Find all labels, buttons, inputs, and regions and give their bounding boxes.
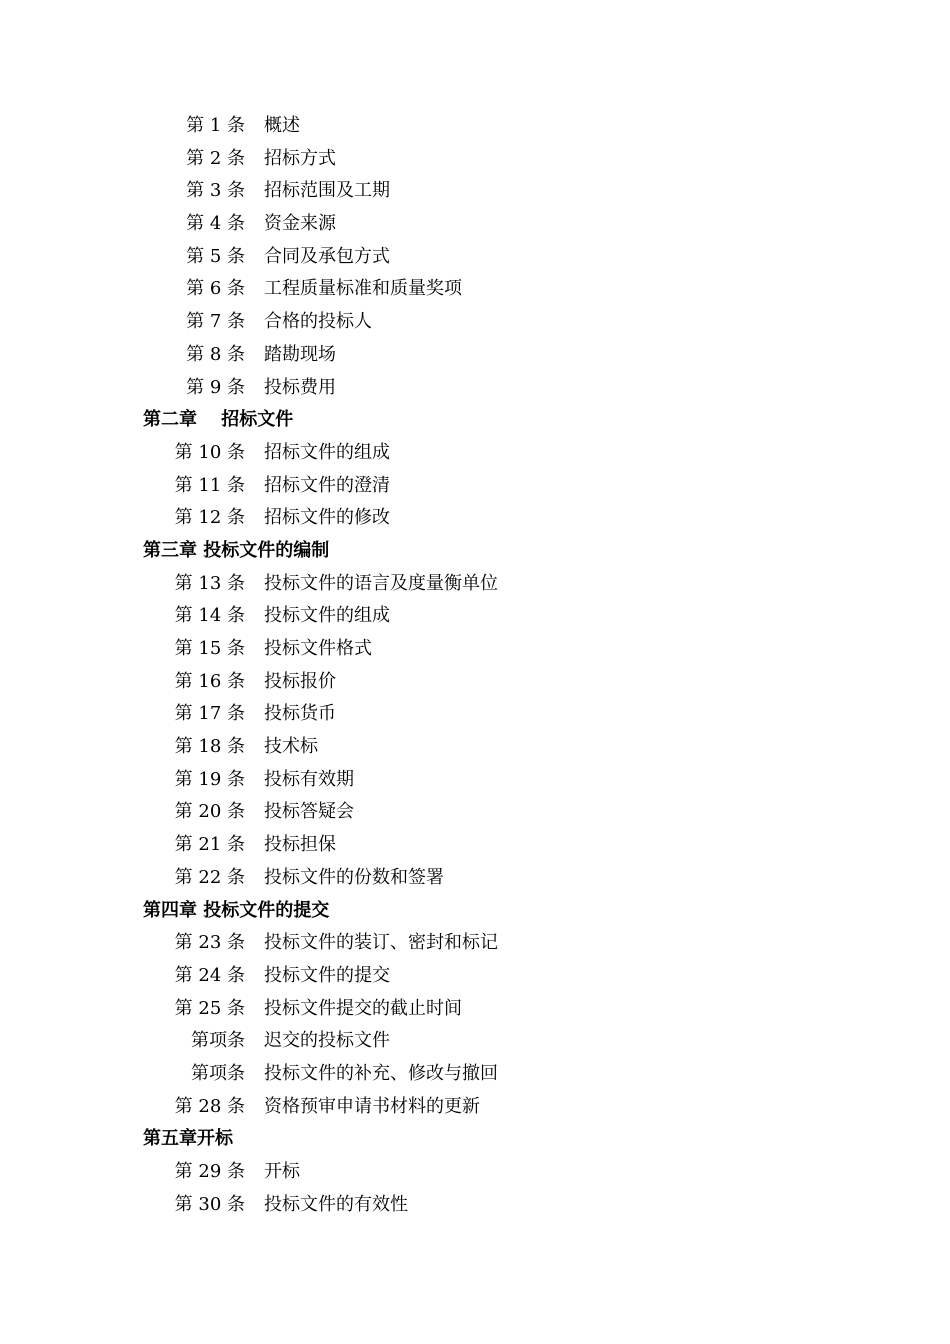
article-number: 第 8 条 bbox=[186, 343, 245, 365]
toc-article-entry bbox=[0, 698, 950, 731]
article-number: 第 2 条 bbox=[186, 147, 245, 169]
chapter-heading bbox=[0, 404, 950, 437]
article-number: 第 25 条 bbox=[174, 997, 245, 1019]
article-title: 招标文件的澄清 bbox=[264, 474, 390, 496]
toc-article-entry bbox=[0, 143, 950, 176]
chapter-title: 第四章 投标文件的提交 bbox=[143, 899, 330, 921]
chapter-heading bbox=[0, 895, 950, 928]
article-number: 第 1 条 bbox=[186, 115, 245, 136]
toc-article-entry bbox=[0, 306, 950, 339]
toc-article-entry bbox=[0, 633, 950, 666]
chapter-title: 第三章 投标文件的编制 bbox=[143, 539, 330, 561]
toc-article-entry bbox=[0, 731, 950, 764]
toc-article-entry bbox=[0, 1156, 950, 1189]
article-title: 投标文件提交的截止时间 bbox=[264, 997, 462, 1019]
chapter-title: 第二章 招标文件 bbox=[143, 409, 294, 431]
article-number: 第 15 条 bbox=[174, 638, 245, 659]
article-number: 第项条 bbox=[191, 1030, 245, 1052]
article-number: 第 10 条 bbox=[174, 441, 245, 463]
article-title: 投标文件的有效性 bbox=[264, 1193, 408, 1215]
article-title: 招标文件的组成 bbox=[264, 441, 390, 463]
article-number: 第 22 条 bbox=[174, 866, 245, 888]
article-number: 第 12 条 bbox=[174, 507, 245, 529]
toc-article-entry bbox=[0, 1091, 950, 1124]
article-number: 第 9 条 bbox=[186, 376, 245, 398]
article-number: 第 30 条 bbox=[174, 1193, 245, 1215]
article-title: 投标文件的份数和签署 bbox=[264, 866, 444, 888]
article-number: 第 19 条 bbox=[174, 768, 245, 790]
article-number: 第 28 条 bbox=[174, 1095, 245, 1117]
article-number: 第 7 条 bbox=[186, 311, 245, 333]
toc-article-entry bbox=[0, 437, 950, 470]
article-number: 第 23 条 bbox=[174, 932, 245, 954]
toc-article-entry bbox=[0, 502, 950, 535]
article-number: 第 11 条 bbox=[174, 474, 245, 496]
article-title: 迟交的投标文件 bbox=[264, 1030, 390, 1052]
article-title: 投标费用 bbox=[264, 376, 336, 398]
toc-article-entry bbox=[0, 960, 950, 993]
toc-article-entry bbox=[0, 1189, 950, 1222]
article-title: 投标货币 bbox=[264, 703, 336, 725]
article-title: 踏勘现场 bbox=[264, 343, 336, 365]
article-title: 工程质量标准和质量奖项 bbox=[264, 278, 462, 300]
toc-article-entry bbox=[0, 568, 950, 601]
article-title: 投标报价 bbox=[264, 670, 336, 692]
article-title: 资格预审申请书材料的更新 bbox=[264, 1095, 480, 1117]
article-title: 概述 bbox=[264, 115, 300, 136]
article-number: 第 5 条 bbox=[186, 245, 245, 267]
article-title: 投标有效期 bbox=[264, 768, 354, 790]
toc-article-entry bbox=[0, 862, 950, 895]
toc-article-entry bbox=[0, 273, 950, 306]
toc-article-entry bbox=[0, 927, 950, 960]
toc-article-entry bbox=[0, 110, 950, 143]
article-title: 投标文件的装订、密封和标记 bbox=[264, 932, 498, 954]
article-title: 招标范围及工期 bbox=[264, 180, 390, 202]
article-title: 招标方式 bbox=[264, 147, 336, 169]
article-title: 投标文件的语言及度量衡单位 bbox=[264, 572, 498, 594]
article-number: 第 24 条 bbox=[174, 964, 245, 986]
article-number: 第 6 条 bbox=[186, 278, 245, 300]
toc-article-entry bbox=[0, 241, 950, 274]
article-number: 第项条 bbox=[191, 1062, 245, 1084]
toc-article-entry bbox=[0, 600, 950, 633]
article-title: 投标担保 bbox=[264, 834, 336, 856]
toc-article-entry bbox=[0, 470, 950, 503]
article-title: 开标 bbox=[264, 1161, 300, 1182]
toc-article-entry bbox=[0, 1025, 950, 1058]
article-number: 第 29 条 bbox=[174, 1161, 245, 1182]
article-number: 第 16 条 bbox=[174, 670, 245, 692]
article-number: 第 13 条 bbox=[174, 572, 245, 594]
article-title: 技术标 bbox=[264, 736, 318, 758]
toc-article-entry bbox=[0, 175, 950, 208]
article-title: 合格的投标人 bbox=[264, 311, 372, 333]
table-of-contents bbox=[0, 110, 950, 1221]
article-title: 招标文件的修改 bbox=[264, 507, 390, 529]
article-title: 投标答疑会 bbox=[264, 801, 354, 823]
toc-article-entry bbox=[0, 993, 950, 1026]
chapter-heading bbox=[0, 535, 950, 568]
chapter-heading bbox=[0, 1123, 950, 1156]
toc-article-entry bbox=[0, 666, 950, 699]
article-number: 第 3 条 bbox=[186, 180, 245, 202]
article-number: 第 14 条 bbox=[174, 605, 245, 627]
toc-article-entry bbox=[0, 764, 950, 797]
chapter-title: 第五章开标 bbox=[143, 1128, 233, 1150]
article-title: 资金来源 bbox=[264, 213, 336, 235]
article-number: 第 18 条 bbox=[174, 736, 245, 758]
article-title: 投标文件的补充、修改与撤回 bbox=[264, 1062, 498, 1084]
toc-article-entry bbox=[0, 208, 950, 241]
toc-article-entry bbox=[0, 1058, 950, 1091]
article-title: 投标文件格式 bbox=[264, 638, 372, 659]
article-number: 第 17 条 bbox=[174, 703, 245, 725]
toc-article-entry bbox=[0, 372, 950, 405]
article-number: 第 20 条 bbox=[174, 801, 245, 823]
article-number: 第 21 条 bbox=[174, 834, 245, 856]
toc-article-entry bbox=[0, 796, 950, 829]
article-title: 投标文件的组成 bbox=[264, 605, 390, 627]
article-number: 第 4 条 bbox=[186, 213, 245, 235]
article-title: 投标文件的提交 bbox=[264, 964, 390, 986]
toc-article-entry bbox=[0, 339, 950, 372]
article-title: 合同及承包方式 bbox=[264, 245, 390, 267]
toc-article-entry bbox=[0, 829, 950, 862]
